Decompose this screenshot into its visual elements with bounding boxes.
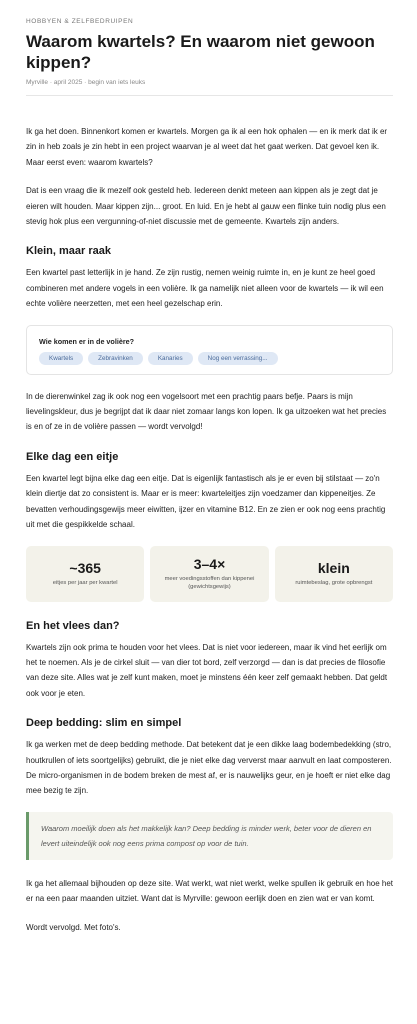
article-meta: Myrville · april 2025 · begin van iets leuks [26,79,146,86]
stat-value: 3–4× [193,556,226,572]
outro-paragraph-2: Wordt vervolgd. Met foto's. [26,922,121,932]
section-heading-small: Klein, maar raak [26,245,111,258]
stat-card [26,546,144,602]
stats-row [26,546,393,602]
tag-zebra-finches: Zebravinken [88,352,143,365]
section-paragraph-deep-bedding: Ik ga werken met de deep bedding methode. Dat betekent dat je een dikke laag bodembedekking (stro, houtkrullen of iets soortgelijks) gebruikt, die je niet elke dag ververst maar aanvult en laat composteren. De micro-organismen in de bodem breken de mest af, er is nauwelijks geur, en je hoeft er niet elke dag mee bezig te zijn. [26,740,392,796]
intro-paragraph-2: Dat is een vraag die ik mezelf ook gesteld heb. Iedereen denkt meteen aan kippen als je zegt dat je eieren wilt houden. Maar kippen zijn... groot. En luid. En je hebt al gauw een flinke tuin nodig plus een stevig hok plus een vergunning-of-niet discussie met de gemeente. Kwartels zijn anders. [26,186,386,227]
tag-canaries: Kanaries [148,352,193,365]
tag-surprise: Nog een verrassing... [198,352,278,365]
intro-paragraph-1: Ik ga het doen. Binnenkort komen er kwartels. Morgen ga ik al een hok ophalen — en ik merk dat ik er zin in heb zoals je zin hebt in een project waarvan je al weet dat het gaat werken. Dat gevoel ken ik. Maar eerst even: waarom kwartels? [26,127,388,167]
section-paragraph-eggs: Een kwartel legt bijna elke dag een eitje. Dat is eigenlijk fantastisch als je er even bij stilstaat — zo'n klein diertje dat zo consistent is. Maar er is meer: kwarteleitjes zijn voedzamer dan kippeneitjes. Ze bevatten verhoudingsgewijs meer eiwitten, ijzer en vitamine B12. En ze zien er ook nog eens prachtig uit met die gespikkelde schaal. [26,473,386,530]
aviary-card-title: Wie komen er in de volière? [39,336,134,346]
page-title: Waarom kwartels? En waarom niet gewoon kippen? [26,32,375,72]
stat-card [150,546,268,602]
stat-label: ruimtebeslag, grote opbrengst [295,580,373,586]
section-paragraph-meat: Kwartels zijn ook prima te houden voor het vlees. Dat is niet voor iedereen, maar ik vind het eerlijk om het te noemen. Als je de cirkel sluit — van dier tot bord, zelf verzorgd — dan is dat precies de filosofie van deze site. Alles wat je zelf kunt maken, moet je minstens één keer zelf gemaakt hebben. Dat geldt ook voor je eten. [26,642,388,698]
pull-quote [26,812,393,860]
tag-quails: Kwartels [39,352,83,365]
pull-quote-text: Waarom moeilijk doen als het makkelijk kan? Deep bedding is minder werk, beter voor de dieren en levert uiteindelijk ook nog eens prima compost op voor de tuin. [41,823,372,848]
aviary-card [26,325,393,375]
paragraph-purple-bird: In de dierenwinkel zag ik ook nog een vogelsoort met een prachtig paars befje. Paars is mijn lievelingskleur, dus je begrijpt dat ik daar niet zomaar langs kon lopen. Ik ga uitzoeken wat het precies is en of ze in de volière passen — wordt vervolgd! [26,391,387,432]
stat-label: meer voedingsstoffen dan kippenei (gewichtsgewijs) [164,576,255,590]
stat-value: ~365 [69,560,101,576]
header-divider [26,95,393,96]
aviary-tags [39,352,380,365]
stat-card [275,546,393,602]
section-heading-deep-bedding: Deep bedding: slim en simpel [26,717,182,730]
section-paragraph-small: Een kwartel past letterlijk in je hand. Ze zijn rustig, nemen weinig ruimte in, en je kunt ze heel goed combineren met andere vogels in een volière. Ik ga namelijk niet alleen voor de kwartels — ik wil een echte volière neerzetten, met een heel gezelschap erin. [26,268,384,309]
category-label: HOBBYEN & ZELFBEDRUIPEN [26,18,134,25]
section-heading-meat: En het vlees dan? [26,619,120,632]
outro-paragraph-1: Ik ga het allemaal bijhouden op deze site. Wat werkt, wat niet werkt, welke spullen ik gebruik en hoe het er na een paar maanden uitziet. Want dat is Myrville: gewoon eerlijk doen en zien wat er van komt. [26,878,394,904]
stat-label: eitjes per jaar per kwartel [52,580,118,586]
section-heading-eggs: Elke dag een eitje [26,450,119,463]
stat-value: klein [317,560,350,576]
